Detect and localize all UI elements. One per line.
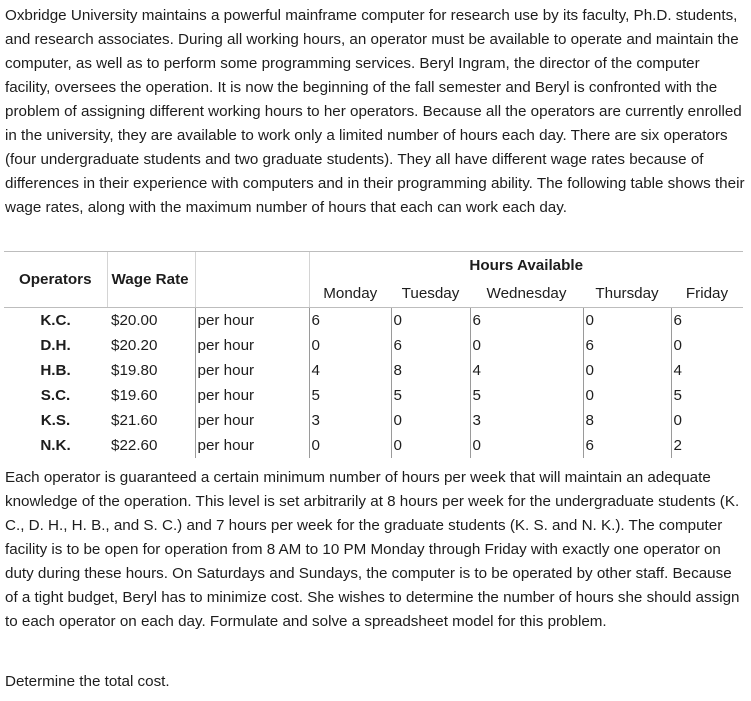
question-text: Determine the total cost. — [5, 673, 170, 690]
wage-value: $19.80 — [111, 361, 158, 379]
table-row — [4, 383, 743, 408]
operator-name: H.B. — [40, 361, 71, 379]
intro-paragraph: Oxbridge University maintains a powerful mainframe computer for research use by its faculty, Ph.D. students, and research associates. During all working hours, an operator must be available to operate and maintain the computer, as well as to perform some programming services. Beryl Ingram, the director of the computer facility, oversees the operation. It is now the beginning of the fall semester and Beryl is confronted with the problem of assigning different working hours to her operators. Because all the operators are currently enrolled in the university, they are available to work only a limited number of hours each day. There are six operators (four undergraduate students and two graduate students). They all have different wage rates because of differences in their experience with computers and in their programming ability. The following table shows their wage rates, along with the maximum number of hours that each can work each day. — [5, 7, 745, 216]
header-wage-rate: Wage Rate — [107, 252, 195, 308]
hours-monday: 0 — [309, 433, 391, 458]
hours-thursday: 0 — [583, 358, 671, 383]
operator-name: S.C. — [40, 386, 71, 404]
hours-thursday: 0 — [583, 383, 671, 408]
hours-wednesday: 5 — [470, 383, 583, 408]
hours-friday: 2 — [671, 433, 743, 458]
hours-wednesday: 0 — [470, 333, 583, 358]
header-tuesday: Tuesday — [391, 280, 470, 308]
hours-wednesday: 4 — [470, 358, 583, 383]
header-wednesday: Wednesday — [470, 280, 583, 308]
hours-wednesday: 0 — [470, 433, 583, 458]
wage-value: $21.60 — [111, 411, 158, 429]
hours-thursday: 6 — [583, 333, 671, 358]
table-row — [4, 308, 743, 333]
wage-unit: per hour — [195, 383, 309, 408]
hours-thursday: 6 — [583, 433, 671, 458]
hours-monday: 5 — [309, 383, 391, 408]
hours-tuesday: 0 — [391, 433, 470, 458]
hours-monday: 6 — [309, 308, 391, 333]
hours-friday: 0 — [671, 333, 743, 358]
hours-tuesday: 5 — [391, 383, 470, 408]
hours-wednesday: 3 — [470, 408, 583, 433]
table-row — [4, 358, 743, 383]
hours-tuesday: 0 — [391, 408, 470, 433]
hours-wednesday: 6 — [470, 308, 583, 333]
wage-unit: per hour — [195, 433, 309, 458]
wage-value: $22.60 — [111, 436, 158, 454]
header-thursday: Thursday — [583, 280, 671, 308]
operator-name: N.K. — [40, 436, 71, 454]
hours-friday: 0 — [671, 408, 743, 433]
details-paragraph: Each operator is guaranteed a certain minimum number of hours per week that will maintain an adequate knowledge of the operation. This level is set arbitrarily at 8 hours per week for the undergraduate students (K. C., D. H., H. B., and S. C.) and 7 hours per week for the graduate students (K. S. and N. K.). The computer facility is to be open for operation from 8 AM to 10 PM Monday through Friday with exactly one operator on duty during these hours. On Saturdays and Sundays, the computer is to be operated by other staff. Because of a tight budget, Beryl has to minimize cost. She wishes to determine the number of hours she should assign to each operator on each day. Formulate and solve a spreadsheet model for this problem. — [5, 469, 740, 630]
operator-name: K.S. — [40, 411, 71, 429]
wage-unit: per hour — [195, 308, 309, 333]
operators-table — [4, 251, 743, 458]
table-row — [4, 433, 743, 458]
hours-tuesday: 0 — [391, 308, 470, 333]
header-monday: Monday — [309, 280, 391, 308]
hours-tuesday: 8 — [391, 358, 470, 383]
hours-friday: 6 — [671, 308, 743, 333]
wage-value: $19.60 — [111, 386, 158, 404]
table-row — [4, 333, 743, 358]
hours-friday: 5 — [671, 383, 743, 408]
wage-value: $20.20 — [111, 336, 158, 354]
hours-monday: 0 — [309, 333, 391, 358]
wage-unit: per hour — [195, 358, 309, 383]
operator-name: K.C. — [40, 311, 71, 329]
hours-friday: 4 — [671, 358, 743, 383]
operator-name: D.H. — [40, 336, 71, 354]
header-operators: Operators — [4, 252, 107, 308]
wage-unit: per hour — [195, 333, 309, 358]
table-row — [4, 408, 743, 433]
wage-value: $20.00 — [111, 311, 158, 329]
hours-monday: 3 — [309, 408, 391, 433]
hours-monday: 4 — [309, 358, 391, 383]
header-hours-available: Hours Available — [309, 252, 743, 280]
header-friday: Friday — [671, 280, 743, 308]
hours-tuesday: 6 — [391, 333, 470, 358]
hours-thursday: 8 — [583, 408, 671, 433]
hours-thursday: 0 — [583, 308, 671, 333]
wage-unit: per hour — [195, 408, 309, 433]
